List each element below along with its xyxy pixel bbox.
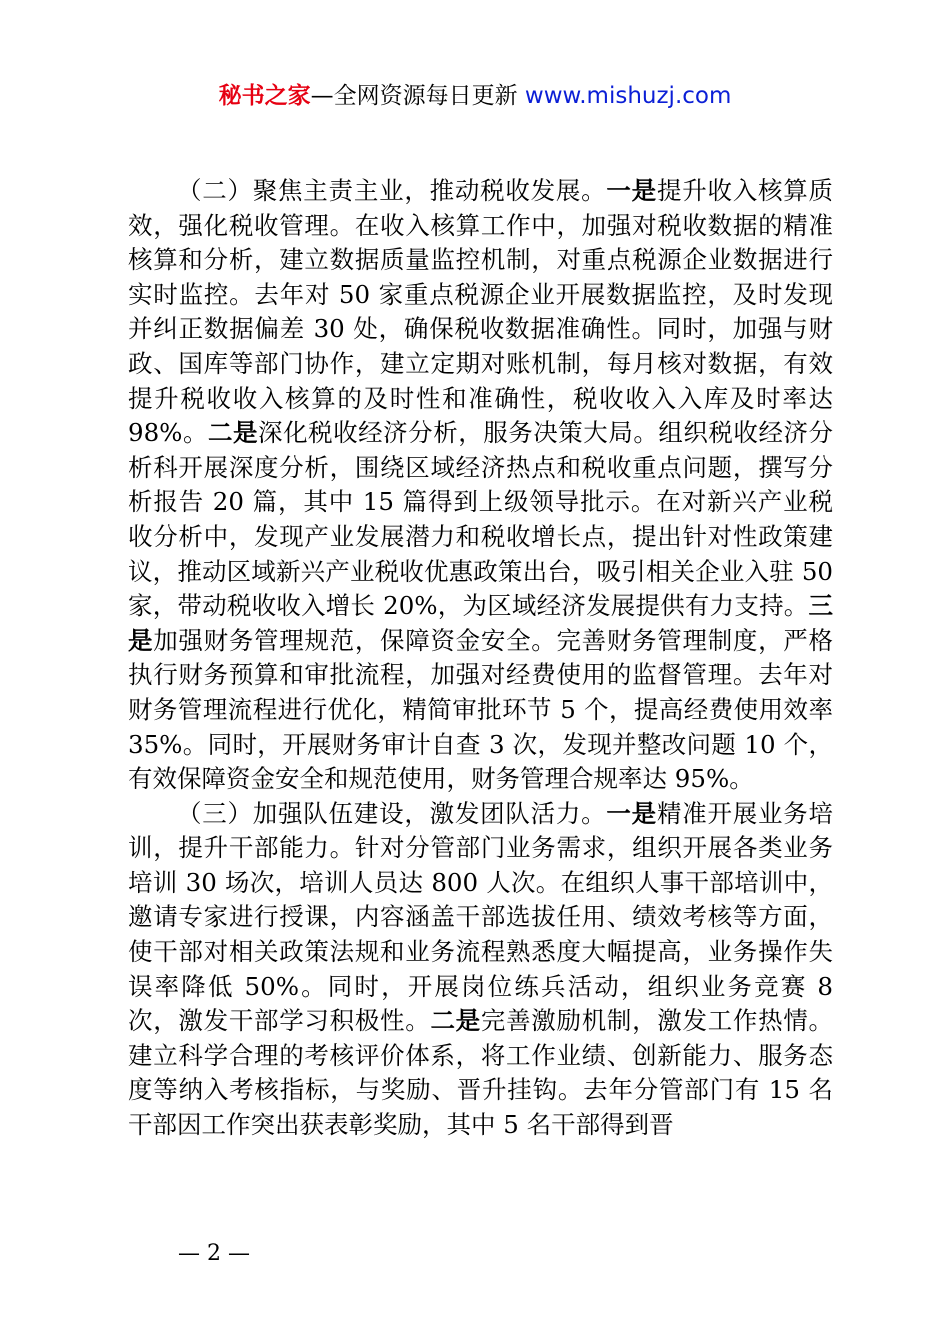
document-body	[128, 174, 833, 1143]
paragraph-text: 完善激励机制，激发工作热情。建立科学合理的考核评价体系，将工作业绩、创新能力、服务态度等纳入考核指标，与奖励、晋升挂钩。去年分管部门有 15 名干部因工作突出获表彰奖励，其中 5 名干部得到晋	[128, 1006, 834, 1140]
paragraph-text: 加强财务管理规范，保障资金安全。完善财务管理制度，严格执行财务预算和审批流程，加强对经费使用的监督管理。去年对财务管理流程进行优化，精简审批环节 5 个，提高经费使用效率 35%。同时，开展财务审计自查 3 次，发现并整改问题 10 个，有效保障资金安全和规范使用，财务管理合规率达 95%。	[128, 625, 834, 794]
bold-marker: 三是	[128, 591, 833, 655]
page-number: — 2 —	[178, 1241, 250, 1266]
banner-url[interactable]: www.mishuzj.com	[524, 83, 732, 109]
paragraph-text: 提升收入核算质效，强化税收管理。在收入核算工作中，加强对税收数据的精准核算和分析，建立数据质量监控机制，对重点税源企业数据进行实时监控。去年对 50 家重点税源企业开展数据监控，及时发现并纠正数据偏差 30 处，确保税收数据准确性。同时，加强与财政、国库等部门协作，建立定期对账机制，每月核对数据，有效提升税收收入核算的及时性和准确性，税收收入入库及时率达 98%。	[128, 176, 834, 448]
paragraph-text: 深化税收经济分析，服务决策大局。组织税收经济分析科开展深度分析，围绕区域经济热点和税收重点问题，撰写分析报告 20 篇，其中 15 篇得到上级领导批示。在对新兴产业税收分析中，发现产业发展潜力和税收增长点，提出针对性政策建议，推动区域新兴产业税收优惠政策出台，吸引相关企业入驻 50 家，带动税收收入增长 20%，为区域经济发展提供有力支持。	[128, 418, 833, 621]
paragraph-text: （三）加强队伍建设，激发团队活力。	[177, 798, 607, 828]
paragraph	[128, 797, 833, 1143]
paragraph	[128, 174, 833, 797]
bold-marker: 二是	[430, 1006, 481, 1036]
brand-name: 秘书之家	[218, 83, 311, 109]
bold-marker: 一是	[606, 798, 657, 828]
banner-slogan: —全网资源每日更新	[310, 83, 525, 109]
paragraph-text: 精准开展业务培训，提升干部能力。针对分管部门业务需求，组织开展各类业务培训 30 场次，培训人员达 800 人次。在组织人事干部培训中，邀请专家进行授课，内容涵盖干部选拔任用、绩效考核等方面，使干部对相关政策法规和业务流程熟悉度大幅提高，业务操作失误率降低 50%。同时，开展岗位练兵活动，组织业务竞赛 8 次，激发干部学习积极性。	[128, 798, 834, 1036]
bold-marker: 二是	[208, 418, 259, 448]
paragraph-text: （二）聚焦主责主业，推动税收发展。	[177, 176, 607, 205]
site-banner	[0, 80, 950, 112]
bold-marker: 一是	[606, 176, 657, 205]
